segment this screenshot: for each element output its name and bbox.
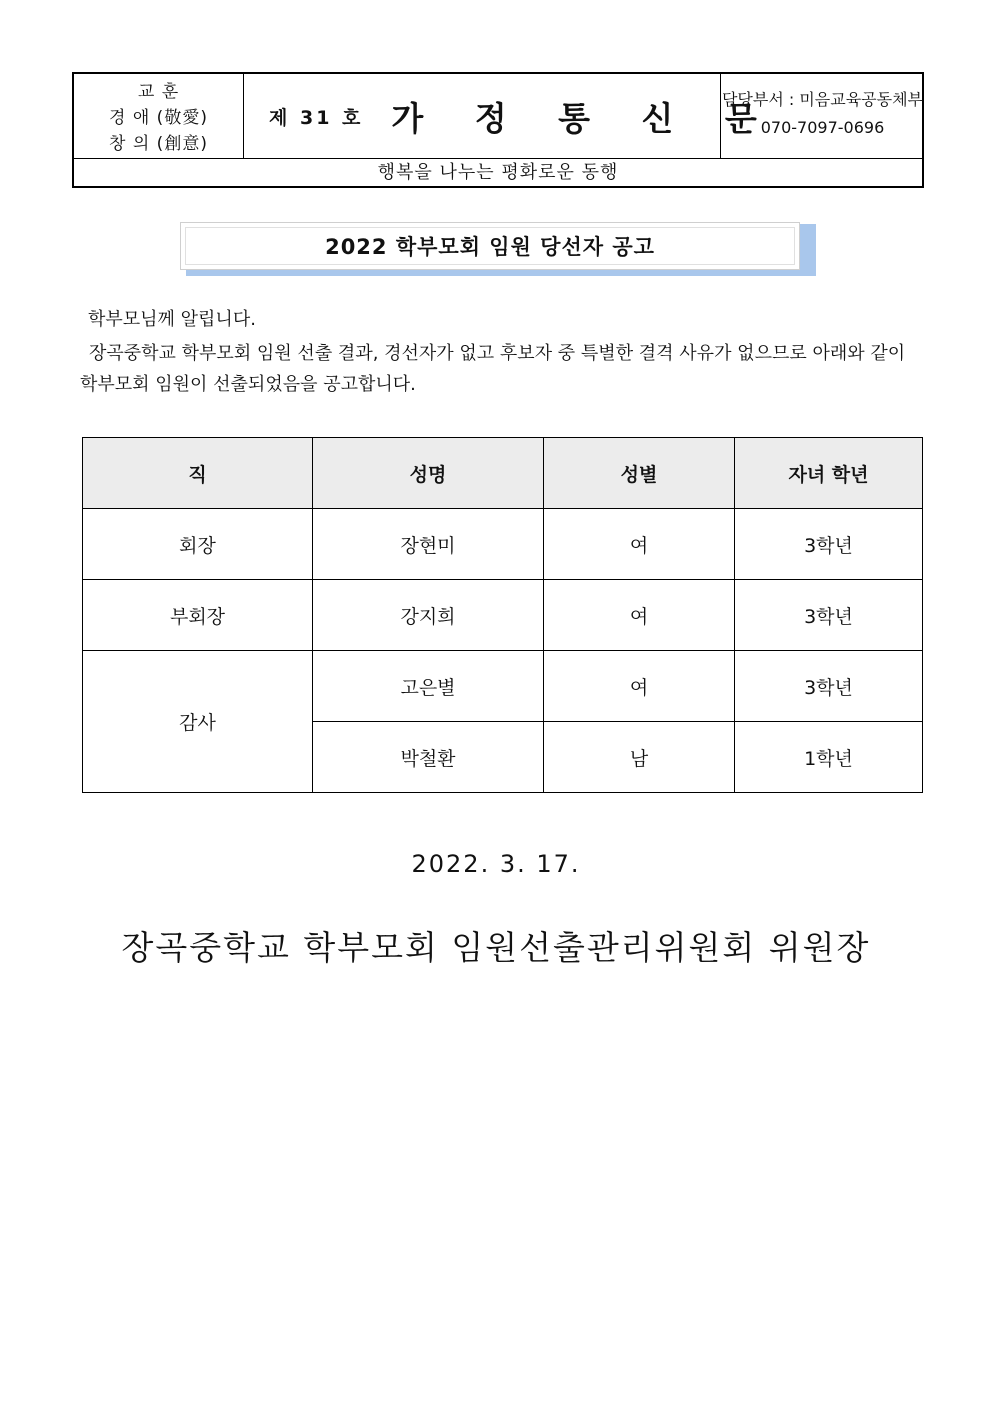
- cell-position: 감사: [83, 651, 313, 793]
- notice-title-box: [180, 222, 800, 270]
- cell-name: 고은별: [313, 651, 544, 722]
- cell-name: 박철환: [313, 722, 544, 793]
- header-position: 직: [83, 438, 313, 509]
- issue-cell: [245, 74, 777, 158]
- header-name: 성명: [313, 438, 544, 509]
- newsletter-header: [72, 72, 924, 188]
- issue-number: 제 31 호: [269, 106, 364, 129]
- cell-gender: 여: [544, 509, 735, 580]
- header-grade: 자녀 학년: [735, 438, 923, 509]
- cell-name: 강지희: [313, 580, 544, 651]
- department-name: 담당부서 : 미음교육공동체부: [721, 90, 924, 109]
- school-motto: [74, 74, 244, 158]
- department-info: [721, 74, 924, 158]
- table-row: [83, 509, 923, 580]
- header-gender: 성별: [544, 438, 735, 509]
- cell-grade: 3학년: [735, 509, 923, 580]
- cell-gender: 남: [544, 722, 735, 793]
- cell-grade: 1학년: [735, 722, 923, 793]
- signer-title: 장곡중학교 학부모회 임원선출관리위원회 위원장: [121, 928, 871, 967]
- cell-grade: 3학년: [735, 580, 923, 651]
- cell-name: 장현미: [313, 509, 544, 580]
- cell-grade: 3학년: [735, 651, 923, 722]
- table-header-row: [83, 438, 923, 509]
- notice-title: 2022 학부모회 임원 당선자 공고: [325, 235, 655, 259]
- cell-gender: 여: [544, 580, 735, 651]
- motto-line: 경 애 (敬愛): [109, 108, 208, 128]
- officers-table: [82, 437, 923, 793]
- table-row: [83, 580, 923, 651]
- cell-position: 회장: [83, 509, 313, 580]
- announcement-date: 2022. 3. 17.: [411, 850, 581, 878]
- header-top-row: [74, 74, 922, 159]
- cell-position: 부회장: [83, 580, 313, 651]
- cell-gender: 여: [544, 651, 735, 722]
- department-phone: 070-7097-0696: [760, 118, 885, 137]
- announcement-paragraph: 장곡중학교 학부모회 임원 선출 결과, 경선자가 없고 후보자 중 특별한 결격 사유가 없으므로 아래와 같이 학부모회 임원이 선출되었음을 공고합니다.: [80, 343, 906, 395]
- newsletter-title: 가 정 통 신 문: [391, 98, 777, 138]
- motto-line: 교 훈: [137, 82, 180, 102]
- greeting-text: 학부모님께 알립니다.: [88, 309, 256, 330]
- header-slogan: 행복을 나누는 평화로운 동행: [377, 162, 619, 183]
- table-row: [83, 651, 923, 722]
- motto-line: 창 의 (創意): [109, 134, 208, 154]
